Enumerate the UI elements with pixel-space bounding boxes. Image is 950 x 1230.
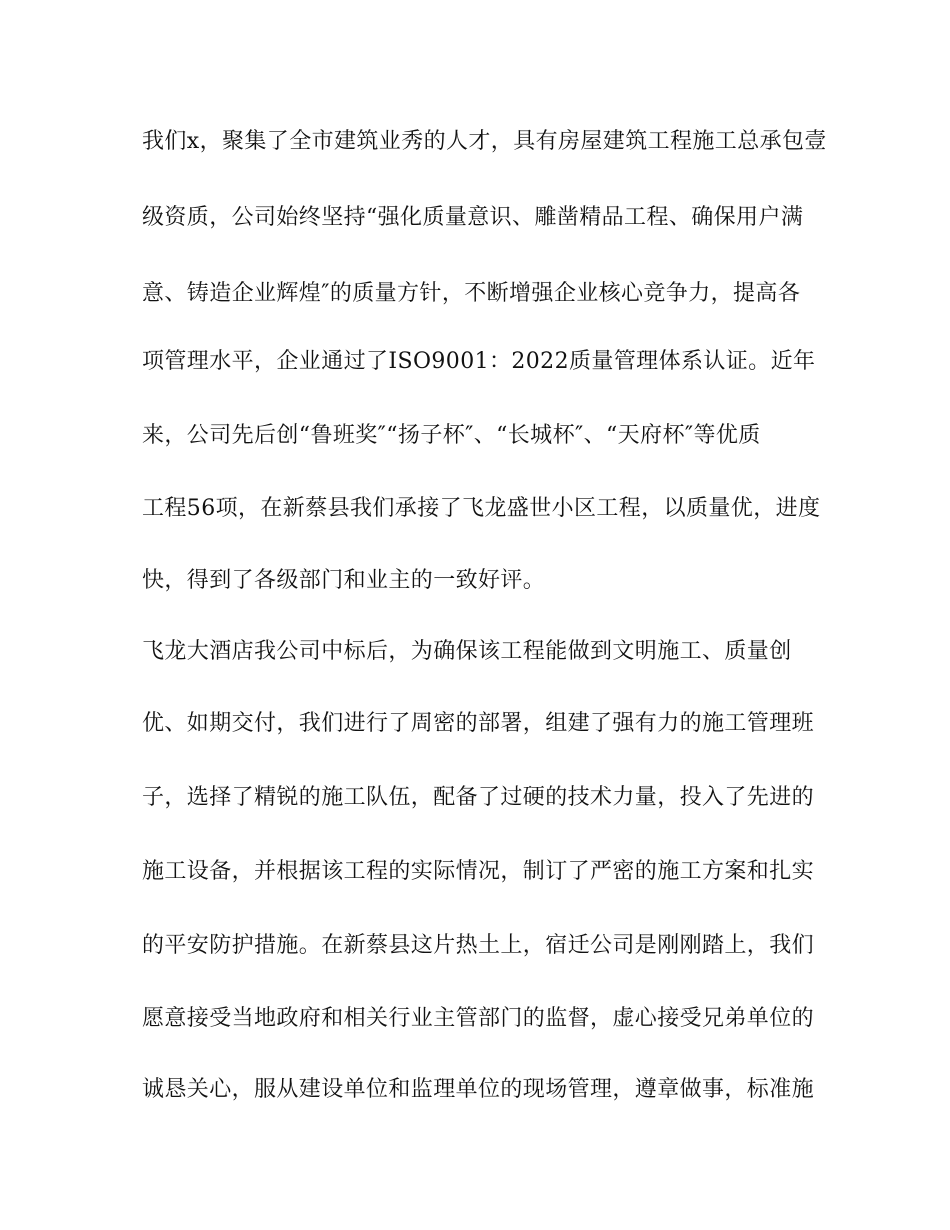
text-line: 优、如期交付，我们进行了周密的部署，组建了强有力的施工管理班	[142, 711, 815, 736]
text-line: 的平安防护措施。在新蔡县这片热土上，宿迁公司是刚刚踏上，我们	[142, 933, 815, 958]
text-line: 快，得到了各级部门和业主的一致好评。	[142, 568, 546, 593]
text-line: 级资质，公司始终坚持“强化质量意识、雕凿精品工程、确保用户满	[142, 205, 804, 230]
text-line: 飞龙大酒店我公司中标后，为确保该工程能做到文明施工、质量创	[142, 639, 792, 664]
text-line: 子，选择了精锐的施工队伍，配备了过硬的技术力量，投入了先进的	[142, 785, 815, 810]
text-line: 意、铸造企业辉煌″的质量方针，不断增强企业核心竞争力，提高各	[142, 281, 801, 306]
text-line: 项管理水平，企业通过了ISO9001：2022质量管理体系认证。近年	[142, 349, 816, 374]
text-line: 工程56项，在新蔡县我们承接了飞龙盛世小区工程，以质量优，进度	[142, 496, 821, 521]
text-line: 诚恳关心，服从建设单位和监理单位的现场管理，遵章做事，标准施	[142, 1077, 815, 1102]
text-line: 我们x，聚集了全市建筑业秀的人才，具有房屋建筑工程施工总承包壹	[142, 129, 827, 154]
text-line: 愿意接受当地政府和相关行业主管部门的监督，虚心接受兄弟单位的	[142, 1006, 815, 1031]
text-line: 施工设备，并根据该工程的实际情况，制订了严密的施工方案和扎实	[142, 859, 815, 884]
text-line: 来，公司先后创“鲁班奖″“扬子杯″、“长城杯″、“天府杯″等优质	[142, 423, 761, 448]
